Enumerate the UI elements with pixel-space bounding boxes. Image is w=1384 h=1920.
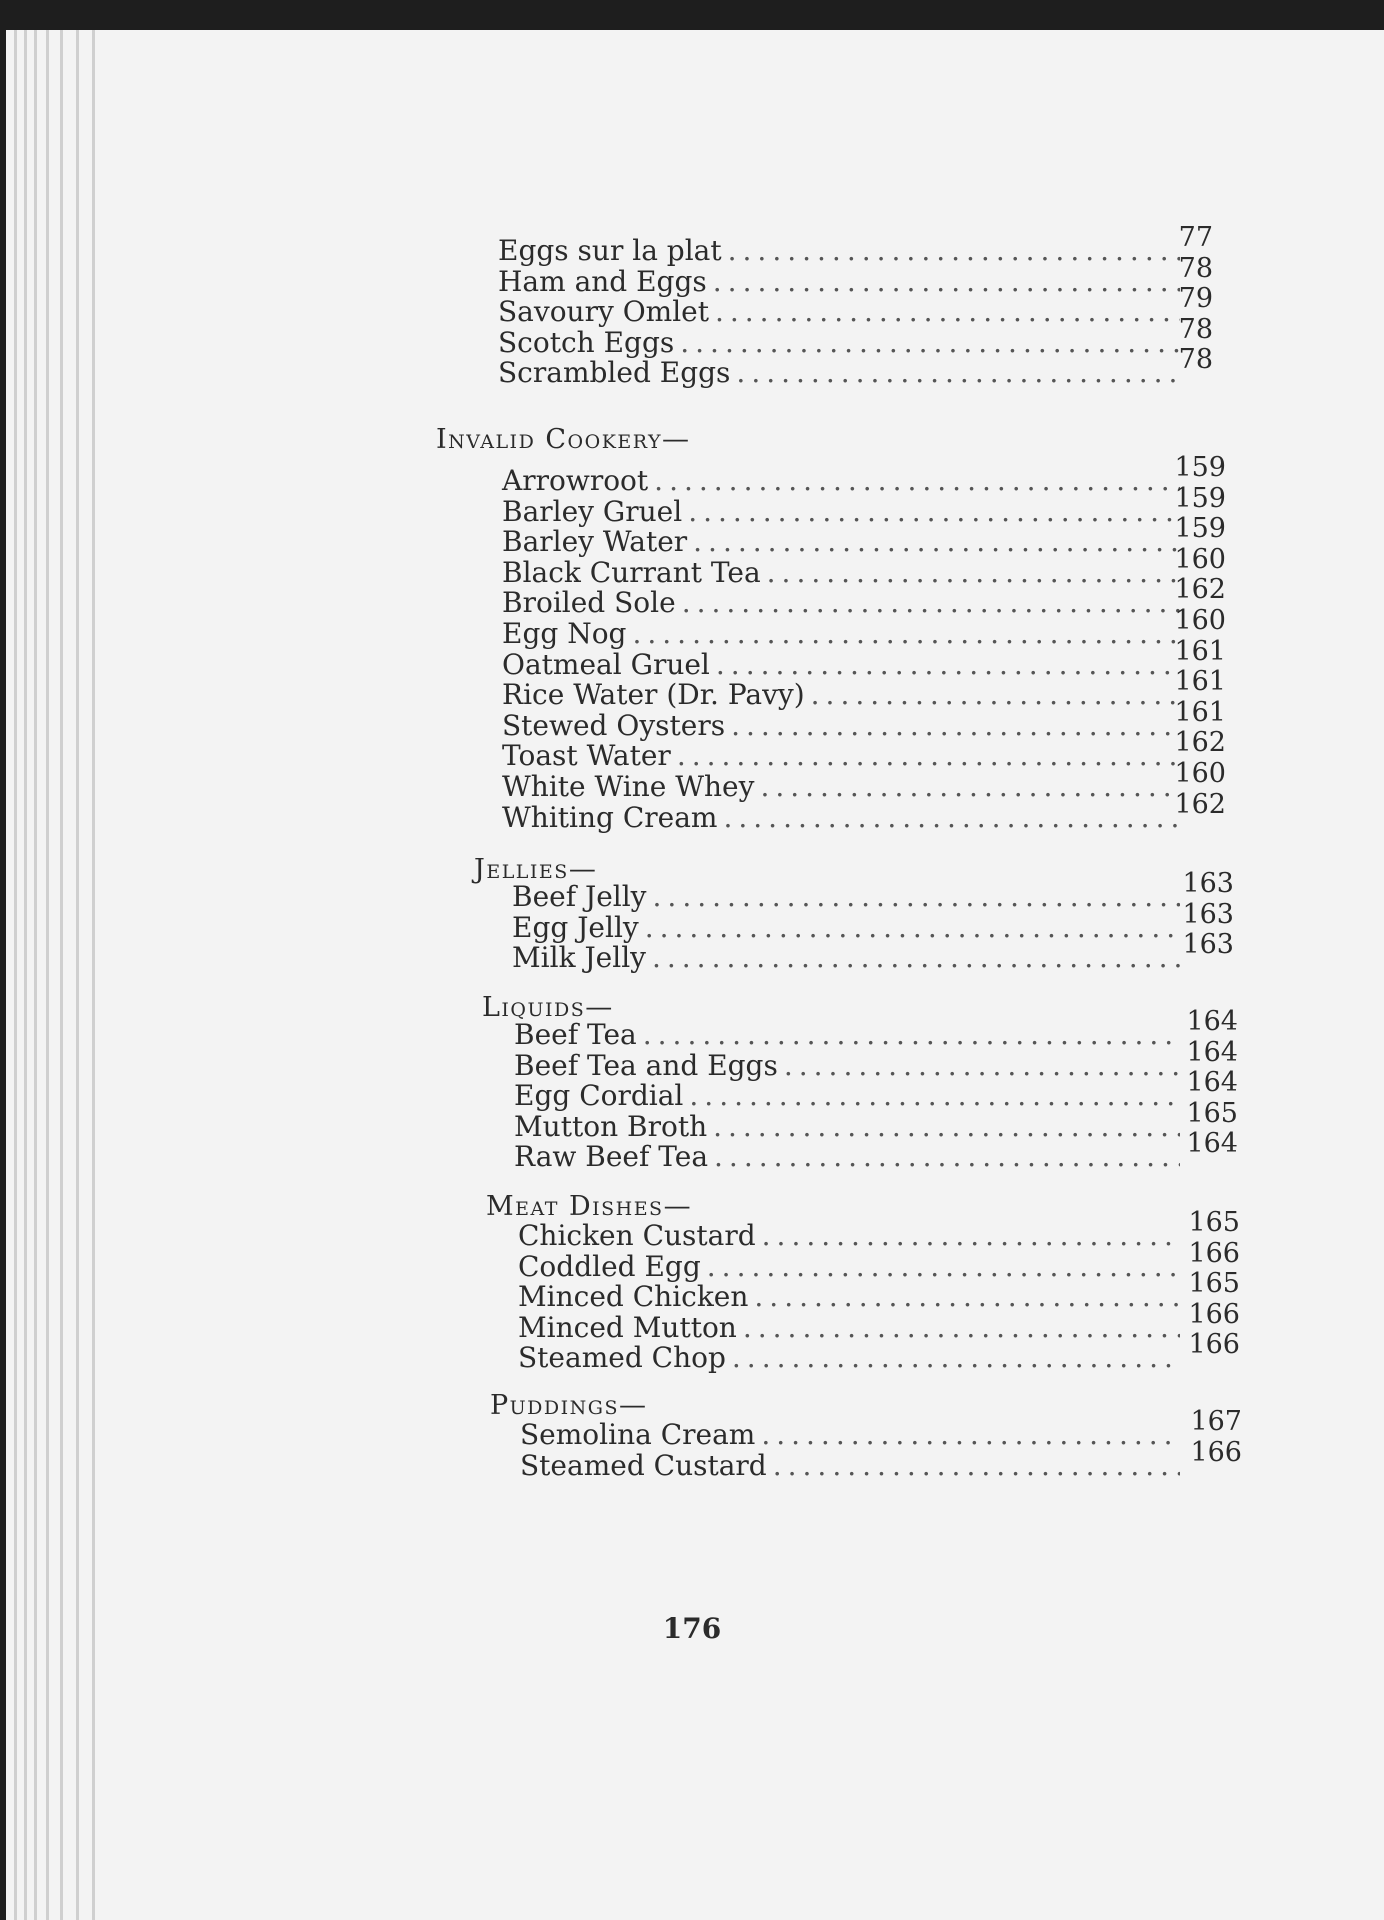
dot-leader	[728, 236, 1180, 266]
entry-name: Black Currant Tea	[502, 555, 761, 589]
entry-page: 77	[1178, 222, 1213, 253]
dot-leader	[784, 1051, 1180, 1081]
dot-leader	[773, 1451, 1180, 1481]
entry-name: Egg Cordial	[514, 1079, 684, 1113]
section-heading: Puddings—	[490, 1390, 648, 1421]
index-entry	[520, 1448, 1186, 1482]
section-heading: Liquids—	[482, 992, 614, 1023]
entry-name: Toast Water	[502, 739, 671, 773]
entry-page: 159	[1174, 452, 1226, 483]
dot-leader	[767, 558, 1180, 588]
entry-name: Coddled Egg	[518, 1249, 701, 1283]
dot-leader	[732, 1343, 1180, 1373]
index-entry	[514, 1109, 1186, 1143]
entry-page: 161	[1174, 696, 1226, 728]
index-entry	[514, 1020, 1186, 1050]
entry-name: Barley Gruel	[502, 494, 683, 528]
dot-leader	[693, 527, 1180, 557]
index-entry	[502, 466, 1186, 496]
entry-page: 165	[1188, 1268, 1240, 1300]
entry-page: 78	[1178, 313, 1213, 345]
entry-page: 159	[1174, 482, 1226, 514]
index-entry	[514, 1048, 1186, 1082]
index-entry	[518, 1249, 1186, 1283]
index-entry	[514, 1081, 1186, 1111]
entry-name: Scrambled Eggs	[498, 356, 731, 389]
index-entry	[520, 1420, 1186, 1450]
entry-name: Steamed Custard	[520, 1448, 767, 1482]
index-entry	[502, 647, 1186, 681]
dot-leader	[731, 711, 1180, 741]
entry-page: 164	[1186, 1036, 1238, 1068]
index-entry	[518, 1310, 1186, 1344]
entry-page: 163	[1182, 868, 1234, 899]
index-entry	[502, 680, 1186, 710]
dot-leader	[754, 1282, 1180, 1312]
entry-name: Egg Nog	[502, 617, 627, 650]
dot-leader	[715, 297, 1180, 327]
index-entry	[502, 588, 1186, 618]
dot-leader	[652, 943, 1180, 973]
index-entry	[518, 1221, 1186, 1251]
index-entry	[512, 882, 1186, 912]
entry-name: Minced Mutton	[518, 1310, 737, 1344]
index-entry	[502, 619, 1186, 649]
entry-name: Beef Tea	[514, 1018, 637, 1051]
entry-page: 79	[1178, 283, 1213, 314]
entry-name: White Wine Whey	[502, 770, 755, 803]
dot-leader	[707, 1252, 1180, 1282]
dot-leader	[645, 913, 1180, 943]
entry-page: 78	[1178, 344, 1213, 375]
dot-leader	[688, 497, 1180, 527]
index-entry	[498, 297, 1186, 327]
index-entry	[498, 358, 1186, 388]
dot-leader	[716, 650, 1180, 680]
dot-leader	[653, 882, 1180, 912]
index-entry	[514, 1142, 1186, 1172]
dot-leader	[677, 741, 1180, 771]
entry-name: Steamed Chop	[518, 1341, 726, 1375]
entry-name: Mutton Broth	[514, 1109, 708, 1143]
entry-page: 167	[1190, 1406, 1242, 1437]
index-entry	[518, 1343, 1186, 1373]
entry-name: Semolina Cream	[520, 1418, 756, 1451]
dot-leader	[680, 328, 1180, 358]
entry-name: Milk Jelly	[512, 941, 646, 974]
index-entry	[512, 910, 1186, 944]
index-entry	[498, 325, 1186, 359]
index-entry	[502, 555, 1186, 589]
entry-name: Beef Tea and Eggs	[514, 1048, 778, 1082]
entry-name: Raw Beef Tea	[514, 1140, 709, 1174]
index-entry	[518, 1282, 1186, 1312]
entry-page: 166	[1188, 1329, 1240, 1361]
entry-page: 160	[1174, 605, 1226, 636]
dot-leader	[761, 1420, 1180, 1450]
entry-page: 166	[1188, 1298, 1240, 1330]
entry-name: Egg Jelly	[512, 910, 639, 944]
entry-name: Scotch Eggs	[498, 325, 675, 359]
entry-name: Oatmeal Gruel	[502, 647, 710, 681]
entry-page: 166	[1188, 1237, 1240, 1269]
index-entry	[498, 236, 1186, 266]
index-entry	[502, 800, 1186, 834]
entry-name: Broiled Sole	[502, 586, 676, 620]
entry-page: 162	[1174, 574, 1226, 606]
section-heading: Invalid Cookery—	[436, 424, 691, 455]
dot-leader	[632, 619, 1180, 649]
entry-page: 163	[1182, 898, 1234, 930]
dot-leader	[713, 1112, 1180, 1142]
dot-leader	[654, 466, 1180, 496]
entry-page: 164	[1186, 1067, 1238, 1099]
entry-name: Minced Chicken	[518, 1280, 749, 1314]
entry-page: 165	[1188, 1207, 1240, 1238]
entry-name: Rice Water (Dr. Pavy)	[502, 678, 805, 712]
page-number: 176	[662, 1612, 722, 1645]
entry-name: Whiting Cream	[502, 800, 718, 834]
index-entry	[502, 494, 1186, 528]
dot-leader	[723, 803, 1180, 833]
entry-name: Ham and Eggs	[498, 264, 707, 298]
dot-leader	[713, 267, 1180, 297]
dot-leader	[714, 1142, 1180, 1172]
entry-name: Savoury Omlet	[498, 295, 709, 328]
entry-name: Eggs sur la plat	[498, 234, 722, 267]
entry-page: 159	[1174, 513, 1226, 545]
index-entry	[502, 527, 1186, 557]
entry-page: 166	[1190, 1436, 1242, 1468]
dot-leader	[811, 680, 1180, 710]
entry-name: Beef Jelly	[512, 880, 647, 913]
entry-page: 161	[1174, 666, 1226, 698]
entry-page: 164	[1186, 1128, 1238, 1160]
entry-page: 160	[1174, 543, 1226, 575]
dot-leader	[762, 1221, 1180, 1251]
dot-leader	[643, 1020, 1180, 1050]
section-heading: Jellies—	[474, 854, 598, 885]
section-heading: Meat Dishes—	[486, 1191, 693, 1222]
index-entry	[502, 772, 1186, 802]
entry-page: 164	[1186, 1006, 1238, 1037]
entry-page: 161	[1174, 635, 1226, 667]
index-entry	[502, 741, 1186, 771]
entry-page: 78	[1178, 252, 1213, 284]
dot-leader	[760, 772, 1180, 802]
index-entry	[512, 943, 1186, 973]
index-entry	[498, 264, 1186, 298]
dot-leader	[682, 588, 1180, 618]
entry-name: Chicken Custard	[518, 1219, 756, 1252]
entry-name: Barley Water	[502, 525, 688, 559]
entry-page: 163	[1182, 929, 1234, 960]
entry-page: 160	[1174, 758, 1226, 789]
dot-leader	[689, 1081, 1180, 1111]
entry-page: 162	[1174, 727, 1226, 759]
entry-page: 165	[1186, 1097, 1238, 1129]
dot-leader	[743, 1313, 1180, 1343]
entry-name: Stewed Oysters	[502, 708, 726, 742]
index-entry	[502, 708, 1186, 742]
dot-leader	[736, 358, 1180, 388]
entry-page: 162	[1174, 788, 1226, 820]
entry-name: Arrowroot	[502, 464, 649, 497]
